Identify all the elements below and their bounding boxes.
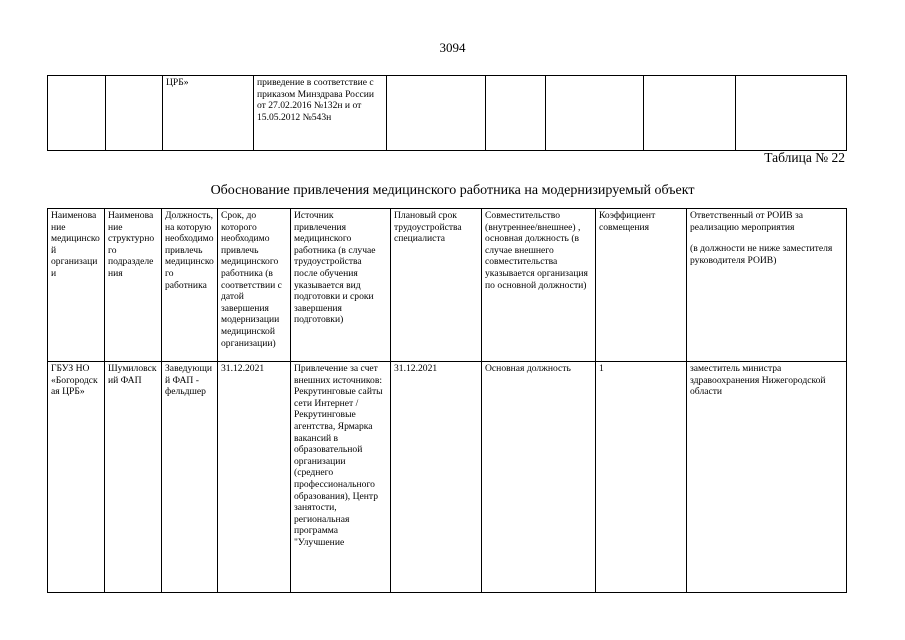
table-label: Таблица № 22 [764, 150, 845, 165]
table-cell [48, 76, 106, 151]
header-cell: Плановый срок трудоустройства специалиста [391, 209, 482, 362]
header-cell: Коэффициент совмещения [596, 209, 687, 362]
header-note: (в должности не ниже заместителя руководителя РОИВ) [690, 243, 833, 266]
page-number: 3094 [439, 40, 466, 55]
justification-table [47, 208, 847, 593]
header-row [48, 209, 847, 362]
table-cell [387, 76, 486, 151]
header-cell: Срок, до которого необходимо привлечь медицинского работника (в соответствии с датой завершения модернизации медицинской организации) [218, 209, 291, 362]
header-cell: Наименование медицинской организации [48, 209, 105, 362]
header-cell: Наименование структурного подразделения [105, 209, 162, 362]
table-cell: Заведующий ФАП - фельдшер [162, 362, 218, 593]
table-row [48, 76, 847, 151]
table-cell: 1 [596, 362, 687, 593]
header-cell: Совместительство (внутреннее/внешнее) , основная должность (в случае внешнего совместительства указывается организация по основной должности) [482, 209, 596, 362]
table-cell: Привлечение за счет внешних источников: Рекрутинговые сайты сети Интернет / Рекрутинговые агентства, Ярмарка вакансий в образовательной организации (среднего профессионального образования), Центр занятости, региональная программа "Улучшение [291, 362, 391, 593]
header-cell [687, 209, 847, 362]
header-cell: Должность, на которую необходимо привлечь медицинского работника [162, 209, 218, 362]
continuation-table [47, 75, 847, 151]
table-cell: Основная должность [482, 362, 596, 593]
table-cell [736, 76, 847, 151]
table-cell: 31.12.2021 [218, 362, 291, 593]
header-cell-text: Ответственный от РОИВ за реализацию мероприятия [690, 210, 804, 233]
table-cell [486, 76, 546, 151]
table-cell [546, 76, 644, 151]
table-cell: ЦРБ» [163, 76, 254, 151]
table-title: Обоснование привлечения медицинского работника на модернизируемый объект [210, 183, 695, 198]
table-row [48, 362, 847, 593]
table-cell: Шумиловский ФАП [105, 362, 162, 593]
table-cell: заместитель министра здравоохранения Нижегородской области [687, 362, 847, 593]
header-cell: Источник привлечения медицинского работника (в случае трудоустройства после обучения указывается вид подготовки и сроки завершения подготовки) [291, 209, 391, 362]
table-cell [644, 76, 736, 151]
table-cell: приведение в соответствие с приказом Минздрава России от 27.02.2016 №132н и от 15.05.2012 №543н [254, 76, 387, 151]
table-cell: ГБУЗ НО «Богородская ЦРБ» [48, 362, 105, 593]
table-cell: 31.12.2021 [391, 362, 482, 593]
table-cell [106, 76, 163, 151]
